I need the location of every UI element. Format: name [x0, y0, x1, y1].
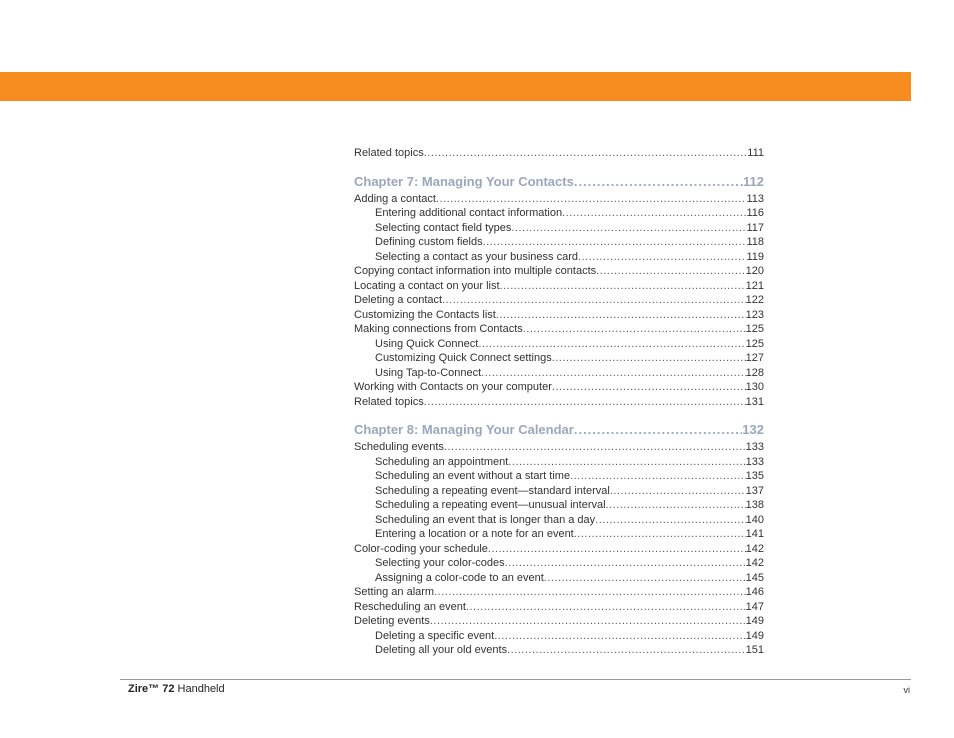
toc-entry[interactable] [354, 556, 764, 571]
toc-entry-title: Related topics [354, 147, 424, 159]
leader-dots [570, 469, 746, 484]
chapter-page-number: 132 [742, 422, 764, 437]
footer-brand: Zire™ 72 [128, 683, 175, 695]
toc-entry[interactable] [354, 337, 764, 352]
toc-entry-title: Scheduling a repeating event—standard interval [375, 484, 610, 497]
toc-entry-title: Locating a contact on your list [354, 279, 500, 292]
toc-entry[interactable] [354, 264, 764, 279]
toc-entry-title: Customizing the Contacts list [354, 308, 496, 321]
toc-entry[interactable] [354, 542, 764, 557]
toc-entry-title: Adding a contact [354, 192, 436, 205]
toc-entry-page: 142 [745, 542, 764, 555]
toc-entry-page: 131 [745, 395, 764, 408]
toc-entry-page: 133 [745, 441, 764, 453]
leader-dots [596, 264, 746, 279]
leader-dots [424, 146, 748, 161]
toc-entry[interactable] [354, 498, 764, 513]
toc-entry[interactable] [354, 643, 764, 658]
toc-entry[interactable] [354, 250, 764, 265]
leader-dots [507, 643, 746, 658]
toc-entry-page: 149 [745, 629, 764, 642]
leader-dots [511, 221, 746, 236]
toc-entry-title: Using Quick Connect [375, 337, 479, 350]
toc-entry-page: 149 [745, 615, 764, 627]
toc-entry-page: 128 [745, 366, 764, 379]
toc-entry-page: 138 [745, 499, 764, 511]
toc-entry-title: Deleting events [354, 615, 430, 627]
toc-entry[interactable] [354, 395, 764, 410]
leader-dots [552, 351, 746, 366]
toc-entry-page: 146 [745, 586, 764, 598]
toc-entry[interactable] [354, 279, 764, 294]
toc-entry-title: Customizing Quick Connect settings [375, 352, 552, 364]
toc-entry-page: 133 [745, 455, 764, 468]
toc-entry-page: 125 [745, 337, 764, 350]
toc-entry[interactable] [354, 192, 764, 207]
leader-dots [442, 293, 746, 308]
leader-dots [434, 585, 746, 600]
toc-entry[interactable] [354, 585, 764, 600]
toc-entry[interactable] [354, 351, 764, 366]
toc-entry[interactable] [354, 206, 764, 221]
toc-entry-title: Assigning a color-code to an event [375, 571, 544, 584]
toc-entry-title: Setting an alarm [354, 586, 435, 598]
chapter-7-heading[interactable] [354, 174, 764, 189]
leader-dots [574, 527, 746, 542]
leader-dots [505, 556, 746, 571]
footer-product [128, 683, 225, 695]
footer-page-number: vi [903, 685, 910, 695]
chapter-page-number: 112 [743, 173, 764, 189]
table-of-contents [354, 146, 764, 658]
chapter-7-entries [354, 192, 764, 410]
toc-entry-title: Scheduling a repeating event—unusual interval [375, 499, 606, 511]
toc-entry-title: Entering additional contact information [375, 207, 563, 219]
toc-entry[interactable] [354, 235, 764, 250]
toc-entry-page: 140 [745, 513, 764, 526]
toc-entry-title: Using Tap-to-Connect [375, 366, 482, 379]
leader-dots [574, 422, 742, 437]
toc-entry[interactable] [354, 600, 764, 615]
leader-dots [500, 279, 746, 294]
leader-dots [523, 322, 746, 337]
leader-dots [488, 542, 746, 557]
toc-entry-page: 119 [746, 250, 764, 263]
toc-entry[interactable] [354, 380, 764, 395]
toc-entry[interactable] [354, 571, 764, 586]
toc-entry-title: Making connections from Contacts [354, 323, 523, 335]
toc-entry-title: Selecting contact field types [375, 221, 512, 234]
toc-entry-page: 125 [745, 323, 764, 335]
toc-entry[interactable] [354, 366, 764, 381]
toc-entry-title: Related topics [354, 395, 424, 408]
leader-dots [552, 380, 746, 395]
leader-dots [466, 600, 746, 615]
leader-dots [481, 366, 745, 381]
header-bar [0, 72, 911, 101]
toc-entry-page: 111 [747, 147, 764, 159]
toc-entry[interactable] [354, 308, 764, 323]
footer-divider [120, 679, 911, 680]
chapter-8-heading[interactable] [354, 422, 764, 437]
toc-entry[interactable] [354, 146, 764, 161]
toc-entry-title: Selecting a contact as your business card [375, 250, 579, 263]
leader-dots [578, 250, 746, 265]
toc-entry-page: 151 [745, 644, 764, 656]
toc-entry-title: Color-coding your schedule [354, 542, 488, 555]
toc-entry[interactable] [354, 440, 764, 455]
leader-dots [544, 571, 746, 586]
toc-entry-title: Scheduling events [354, 441, 444, 453]
toc-entry[interactable] [354, 527, 764, 542]
leader-dots [574, 174, 743, 189]
toc-entry-page: 116 [746, 207, 764, 219]
toc-entry-title: Defining custom fields [375, 236, 483, 248]
toc-entry-page: 142 [745, 557, 764, 569]
toc-entry[interactable] [354, 221, 764, 236]
leader-dots [595, 513, 745, 528]
toc-entry-title: Deleting a contact [354, 294, 443, 306]
toc-entry-title: Scheduling an appointment [375, 455, 509, 468]
leader-dots [496, 308, 746, 323]
toc-intro [354, 146, 764, 161]
leader-dots [483, 235, 747, 250]
leader-dots [424, 395, 746, 410]
toc-entry-title: Rescheduling an event [354, 600, 466, 613]
leader-dots [436, 192, 747, 207]
leader-dots [478, 337, 745, 352]
toc-entry-page: 113 [746, 192, 764, 205]
toc-entry-page: 137 [745, 484, 764, 497]
toc-entry-page: 118 [746, 236, 764, 248]
leader-dots [430, 614, 746, 629]
toc-entry-page: 120 [745, 265, 764, 277]
chapter-8-entries [354, 440, 764, 658]
toc-entry[interactable] [354, 484, 764, 499]
leader-dots [606, 498, 746, 513]
toc-entry-title: Deleting all your old events [375, 644, 508, 656]
toc-entry-page: 127 [745, 352, 764, 364]
toc-entry-title: Scheduling an event without a start time [375, 470, 571, 482]
toc-entry-title: Working with Contacts on your computer [354, 381, 552, 393]
leader-dots [494, 629, 745, 644]
toc-entry-page: 117 [746, 221, 764, 234]
leader-dots [508, 455, 745, 470]
toc-entry[interactable] [354, 293, 764, 308]
toc-entry[interactable] [354, 322, 764, 337]
toc-entry-page: 145 [745, 571, 764, 584]
toc-entry-page: 135 [745, 470, 764, 482]
toc-entry[interactable] [354, 614, 764, 629]
toc-entry[interactable] [354, 629, 764, 644]
toc-entry[interactable] [354, 455, 764, 470]
toc-entry[interactable] [354, 513, 764, 528]
leader-dots [562, 206, 746, 221]
toc-entry-page: 121 [745, 279, 764, 292]
toc-entry-title: Entering a location or a note for an event [375, 528, 574, 540]
toc-entry[interactable] [354, 469, 764, 484]
chapter-title: Chapter 7: Managing Your Contacts [354, 173, 574, 189]
toc-entry-page: 130 [745, 381, 764, 393]
toc-entry-page: 122 [745, 294, 764, 306]
toc-entry-page: 123 [745, 308, 764, 321]
toc-entry-title: Copying contact information into multiple contacts [354, 265, 597, 277]
chapter-title: Chapter 8: Managing Your Calendar [354, 422, 574, 437]
toc-entry-title: Deleting a specific event [375, 629, 495, 642]
toc-entry-title: Selecting your color-codes [375, 557, 505, 569]
toc-entry-page: 141 [745, 528, 764, 540]
toc-entry-page: 147 [745, 600, 764, 613]
toc-entry-title: Scheduling an event that is longer than a day [375, 513, 596, 526]
leader-dots [444, 440, 746, 455]
leader-dots [610, 484, 746, 499]
footer-product-suffix: Handheld [174, 683, 225, 695]
